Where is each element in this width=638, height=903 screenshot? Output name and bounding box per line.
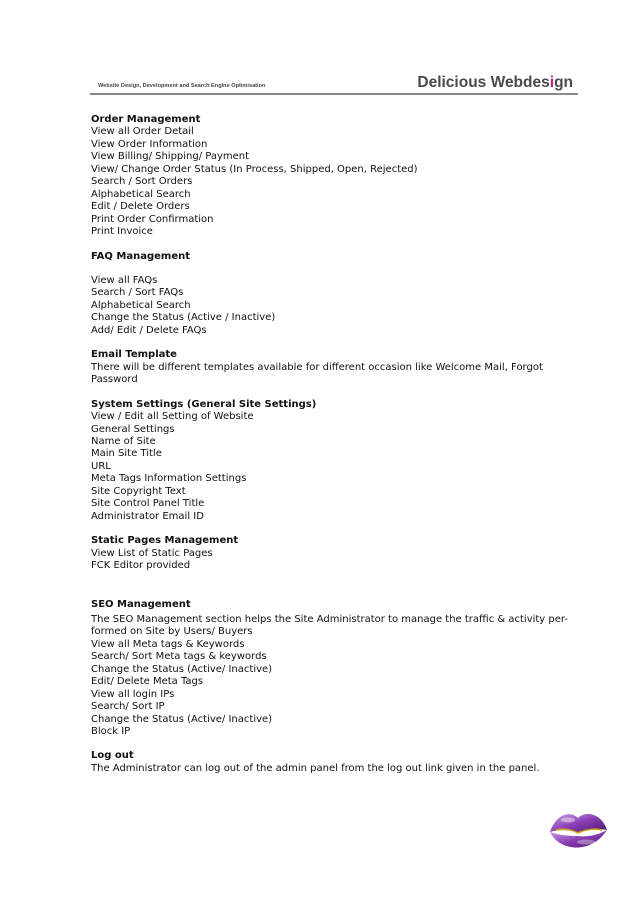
brand-prefix: Delicious Webdes <box>417 74 550 91</box>
list-item: View / Edit all Setting of Website <box>91 411 254 423</box>
faq-management-section <box>91 251 551 338</box>
list-item: View Billing/ Shipping/ Payment <box>91 151 250 163</box>
list-item: Alphabetical Search <box>91 299 191 311</box>
list-item: Add/ Edit / Delete FAQs <box>91 324 207 336</box>
list-item: Edit / Delete Orders <box>91 201 190 213</box>
list-item: Change the Status (Active/ Inactive) <box>91 713 273 725</box>
brand-logo <box>417 74 573 92</box>
list-item: Print Order Confirmation <box>91 213 214 225</box>
list-item: Administrator Email ID <box>91 510 204 522</box>
list-item: Alphabetical Search <box>91 188 191 200</box>
list-item: Block IP <box>91 726 131 738</box>
static-pages-section <box>91 535 551 572</box>
header-tagline: Website Design, Development and Search Engine Optimisation <box>98 83 266 89</box>
list-item: View Order Information <box>91 138 208 150</box>
paragraph-line: The SEO Management section helps the Site Administrator to manage the traffic & activity per- <box>91 613 568 625</box>
list-item: FCK Editor provided <box>91 560 191 572</box>
seo-management-section <box>91 598 568 739</box>
paragraph-line: formed on Site by Users/ Buyers <box>91 626 253 638</box>
section-title: FAQ Management <box>91 250 191 262</box>
order-management-section <box>91 114 551 239</box>
list-item: Print Invoice <box>91 226 153 238</box>
list-item: View all Meta tags & Keywords <box>91 638 245 650</box>
list-item: View all login IPs <box>91 688 175 700</box>
list-item: View/ Change Order Status (In Process, Shipped, Open, Rejected) <box>91 163 418 175</box>
document-body <box>91 114 568 775</box>
paragraph-line: There will be different templates available for different occasion like Welcome Mail, Forgot <box>91 361 543 373</box>
list-item: View all FAQs <box>91 274 158 286</box>
list-item: Site Copyright Text <box>91 485 186 497</box>
list-item: View List of Static Pages <box>91 547 213 559</box>
list-item: Search / Sort FAQs <box>91 287 184 299</box>
list-item: Change the Status (Active / Inactive) <box>91 312 276 324</box>
section-title: System Settings (General Site Settings) <box>91 398 317 410</box>
system-settings-section <box>91 399 551 524</box>
email-template-section <box>91 349 551 386</box>
section-title: SEO Management <box>91 598 191 610</box>
paragraph-line: The Administrator can log out of the admin panel from the log out link given in the panel. <box>91 762 540 774</box>
lips-logo-icon <box>546 806 610 854</box>
brand-suffix: gn <box>554 74 573 91</box>
list-item: View all Order Detail <box>91 126 194 138</box>
list-item: Search/ Sort IP <box>91 701 165 713</box>
logout-section <box>91 750 551 775</box>
section-title: Log out <box>91 750 134 762</box>
blank-line <box>91 263 551 275</box>
section-title: Static Pages Management <box>91 535 239 547</box>
list-item: Main Site Title <box>91 448 162 460</box>
header-rule <box>90 93 578 95</box>
section-title: Email Template <box>91 349 177 361</box>
paragraph-line: Password <box>91 374 138 386</box>
list-item: URL <box>91 460 111 472</box>
list-item: Meta Tags Information Settings <box>91 473 247 485</box>
list-item: Name of Site <box>91 435 156 447</box>
list-item: General Settings <box>91 423 175 435</box>
list-item: Site Control Panel Title <box>91 498 205 510</box>
list-item: Search/ Sort Meta tags & keywords <box>91 651 267 663</box>
list-item: Change the Status (Active/ Inactive) <box>91 663 273 675</box>
list-item: Edit/ Delete Meta Tags <box>91 676 204 688</box>
page-header <box>90 74 578 96</box>
brand-accent: i <box>549 74 555 91</box>
section-title: Order Management <box>91 114 201 125</box>
list-item: Search / Sort Orders <box>91 176 193 188</box>
